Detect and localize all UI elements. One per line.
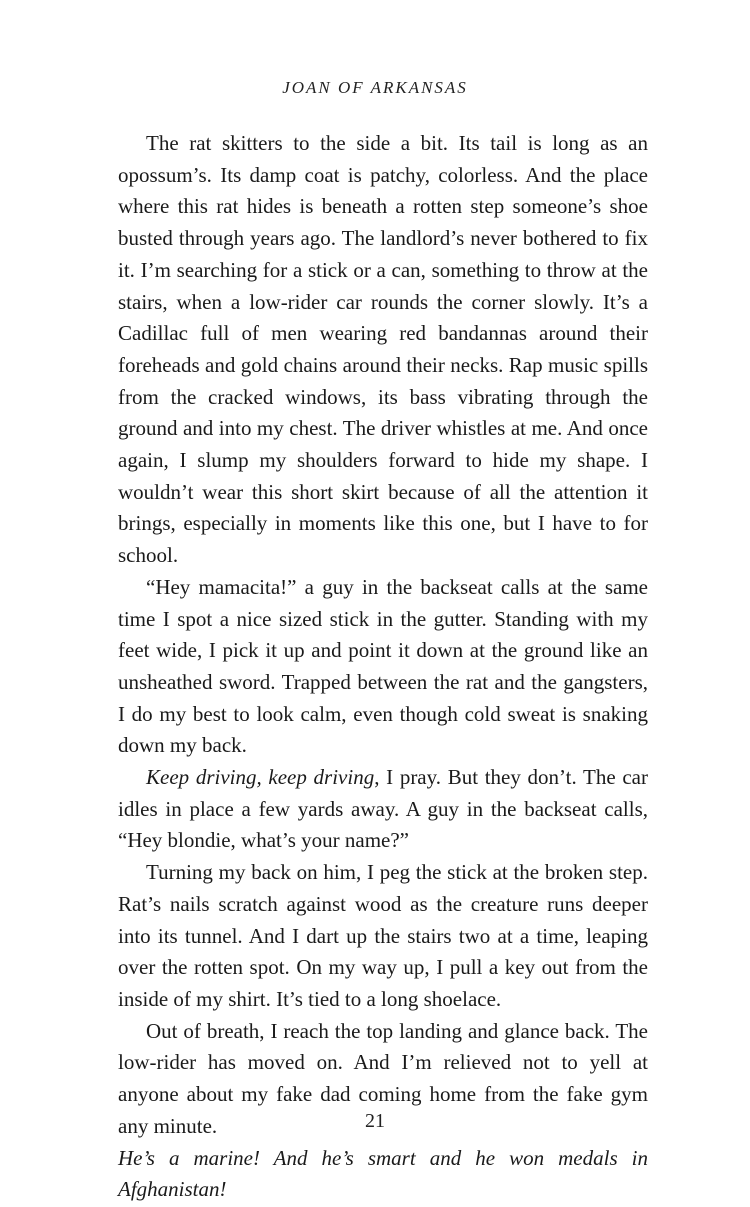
paragraph-5-italic-line: He’s a marine! And he’s smart and he won medals in Afghanistan! bbox=[118, 1145, 648, 1202]
paragraph-1: The rat skitters to the side a bit. Its tail is long as an opossum’s. Its damp coat is patchy, colorless. And the place where this rat hides is beneath a rotten step someone’s shoe busted through years ago. The landlord’s never bothered to fix it. I’m searching for a stick or a can, something to throw at the stairs, when a low-rider car rounds the corner slowly. It’s a Cadillac full of men wearing red bandannas around their foreheads and gold chains around their necks. Rap music spills from the cracked windows, its bass vibrating through the ground and into my chest. The driver whistles at me. And once again, I slump my shoulders forward to hide my shape. I wouldn’t wear this short skirt because of all the attention it brings, especially in moments like this one, but I have to for school. bbox=[118, 131, 648, 568]
paragraph-3-text: , I pray. But they don’t. The car idles in place a few yards away. A guy in the backseat calls, “Hey blondie, what’s your name?” bbox=[118, 765, 648, 853]
paragraph-4: Turning my back on him, I peg the stick at the broken step. Rat’s nails scratch against wood as the creature runs deeper into its tunnel. And I dart up the stairs two at a time, leaping over the rotten spot. On my way up, I pull a key out from the inside of my shirt. It’s tied to a long shoelace. bbox=[118, 860, 648, 1011]
page-body bbox=[118, 128, 648, 1206]
page-number: 21 bbox=[365, 1110, 385, 1132]
paragraph-2: “Hey mamacita!” a guy in the backseat calls at the same time I spot a nice sized stick in the gutter. Standing with my feet wide, I pick it up and point it down at the ground like an unsheathed sword. Trapped between the rat and the gangsters, I do my best to look calm, even though cold sweat is snaking down my back. bbox=[118, 574, 648, 758]
running-header: JOAN OF ARKANSAS bbox=[282, 78, 468, 97]
paragraph-5: Out of breath, I reach the top landing and glance back. The low-rider has moved on. And I’m relieved not to yell at anyone about my fake dad coming home from the fake gym any minute. bbox=[118, 1018, 648, 1138]
paragraph-3-italic: Keep driving, keep driving bbox=[146, 765, 375, 790]
paragraph-3 bbox=[118, 762, 648, 857]
